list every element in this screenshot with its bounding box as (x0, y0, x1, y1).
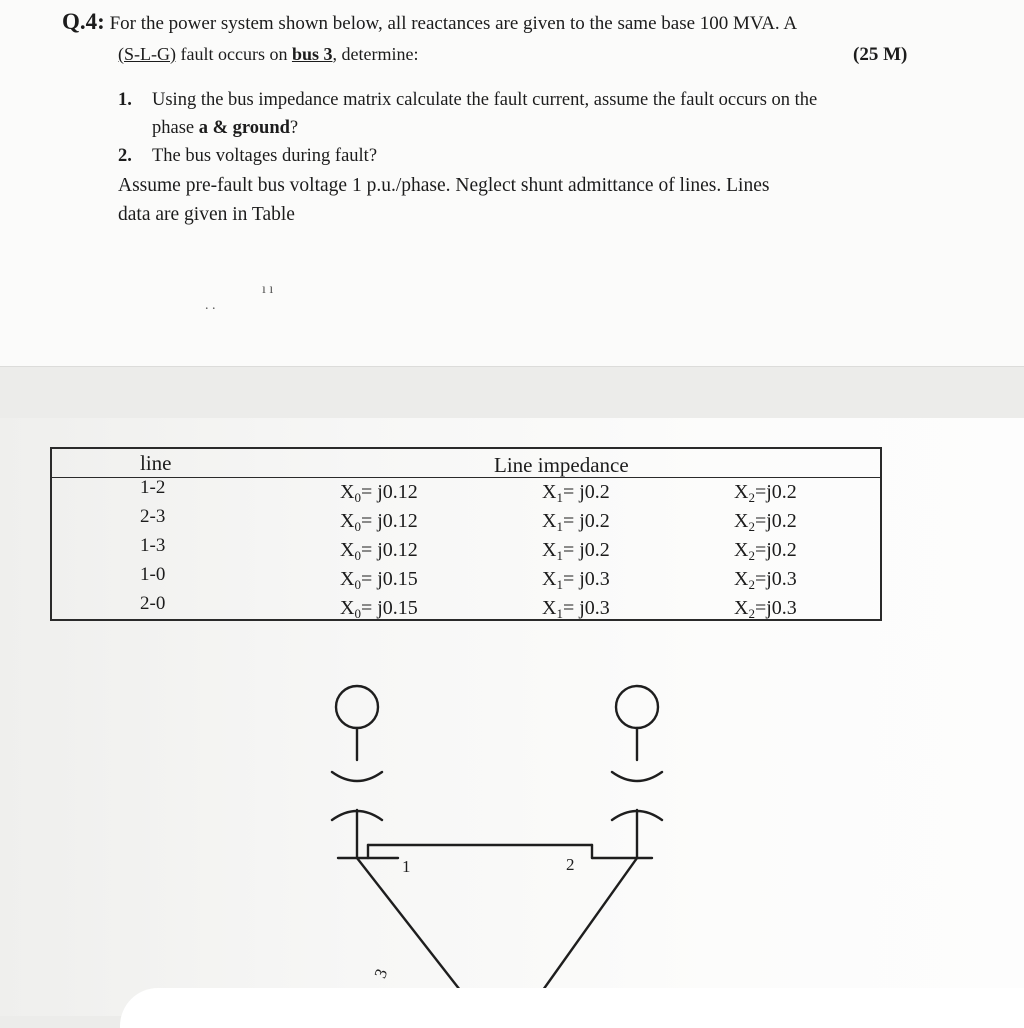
value: = j0.15 (360, 568, 418, 590)
subscript: 1 (556, 606, 563, 621)
symbol: X (542, 510, 557, 532)
fault-text-2: , determine: (332, 44, 419, 64)
fault-bus: bus 3 (291, 44, 333, 64)
subscript: 0 (354, 606, 361, 621)
bus-1-label: 1 (402, 857, 411, 876)
value: = j0.12 (360, 539, 418, 561)
generator-1-icon (336, 686, 378, 728)
task-item-bold: a & ground (198, 118, 290, 138)
subscript: 0 (354, 577, 361, 592)
fault-text-1: fault occurs on (175, 44, 292, 64)
task-item-text: The bus voltages during fault? (152, 146, 378, 166)
subscript: 2 (748, 490, 755, 505)
table-row-line: 2-0 (140, 593, 166, 614)
value: =j0.2 (754, 539, 797, 561)
subscript: 1 (556, 519, 563, 534)
value: =j0.2 (754, 510, 797, 532)
symbol: X (542, 597, 557, 619)
page-corner (120, 988, 1024, 1028)
symbol: X (542, 539, 557, 561)
value: = j0.3 (562, 568, 610, 590)
question-number: Q.4: (62, 9, 105, 34)
question-intro: For the power system shown below, all reactances are given to the same base 100 MVA. A (104, 13, 798, 34)
table-row-line: 1-0 (140, 564, 166, 585)
subscript: 0 (354, 490, 361, 505)
table-row-line: 2-3 (140, 506, 166, 527)
marks-label: (25 M) (853, 44, 908, 65)
assumption-line-1: Assume pre-fault bus voltage 1 p.u./phase. Neglect shunt admittance of lines. Lines (118, 175, 770, 196)
assumption-line-2: data are given in Table (118, 204, 295, 225)
symbol: X (542, 481, 557, 503)
symbol: X (734, 481, 749, 503)
symbol: X (340, 539, 355, 561)
symbol: X (340, 510, 355, 532)
generator-2-icon (616, 686, 658, 728)
value: = j0.12 (360, 481, 418, 503)
transformer-1-primary-icon (332, 772, 382, 781)
subscript: 1 (556, 577, 563, 592)
value: = j0.12 (360, 510, 418, 532)
task-item-text: ? (289, 118, 299, 138)
symbol: X (340, 568, 355, 590)
task-item-text: phase (152, 118, 199, 138)
value: = j0.15 (360, 597, 418, 619)
symbol: X (734, 568, 749, 590)
fault-type: (S-L-G) (118, 44, 176, 64)
task-item-number: 2. (118, 146, 132, 166)
symbol: X (734, 510, 749, 532)
value: = j0.2 (562, 481, 610, 503)
value: =j0.3 (754, 568, 797, 590)
transformer-2-primary-icon (612, 772, 662, 781)
subscript: 1 (556, 548, 563, 563)
symbol: X (340, 481, 355, 503)
symbol: X (734, 539, 749, 561)
pen-mark: ı ı (262, 282, 274, 297)
subscript: 0 (354, 519, 361, 534)
subscript: 2 (748, 577, 755, 592)
value: = j0.2 (562, 539, 610, 561)
table-header-line: line (140, 451, 172, 475)
subscript: 2 (748, 519, 755, 534)
subscript: 2 (748, 606, 755, 621)
table-row-line: 1-3 (140, 535, 166, 556)
table-row-line: 1-2 (140, 477, 166, 498)
symbol: X (542, 568, 557, 590)
value: = j0.2 (562, 510, 610, 532)
bus-3-label: 3 (370, 966, 392, 981)
symbol: X (340, 597, 355, 619)
pen-mark: . . (205, 298, 216, 313)
table-header-impedance: Line impedance (494, 453, 629, 477)
subscript: 1 (556, 490, 563, 505)
subscript: 2 (748, 548, 755, 563)
task-item-text: Using the bus impedance matrix calculate the fault current, assume the fault occurs on the (152, 90, 818, 110)
bus-2-label: 2 (566, 855, 575, 874)
value: =j0.2 (754, 481, 797, 503)
value: = j0.3 (562, 597, 610, 619)
subscript: 0 (354, 548, 361, 563)
value: =j0.3 (754, 597, 797, 619)
task-item-number: 1. (118, 90, 132, 110)
line-2-3 (543, 858, 637, 990)
symbol: X (734, 597, 749, 619)
